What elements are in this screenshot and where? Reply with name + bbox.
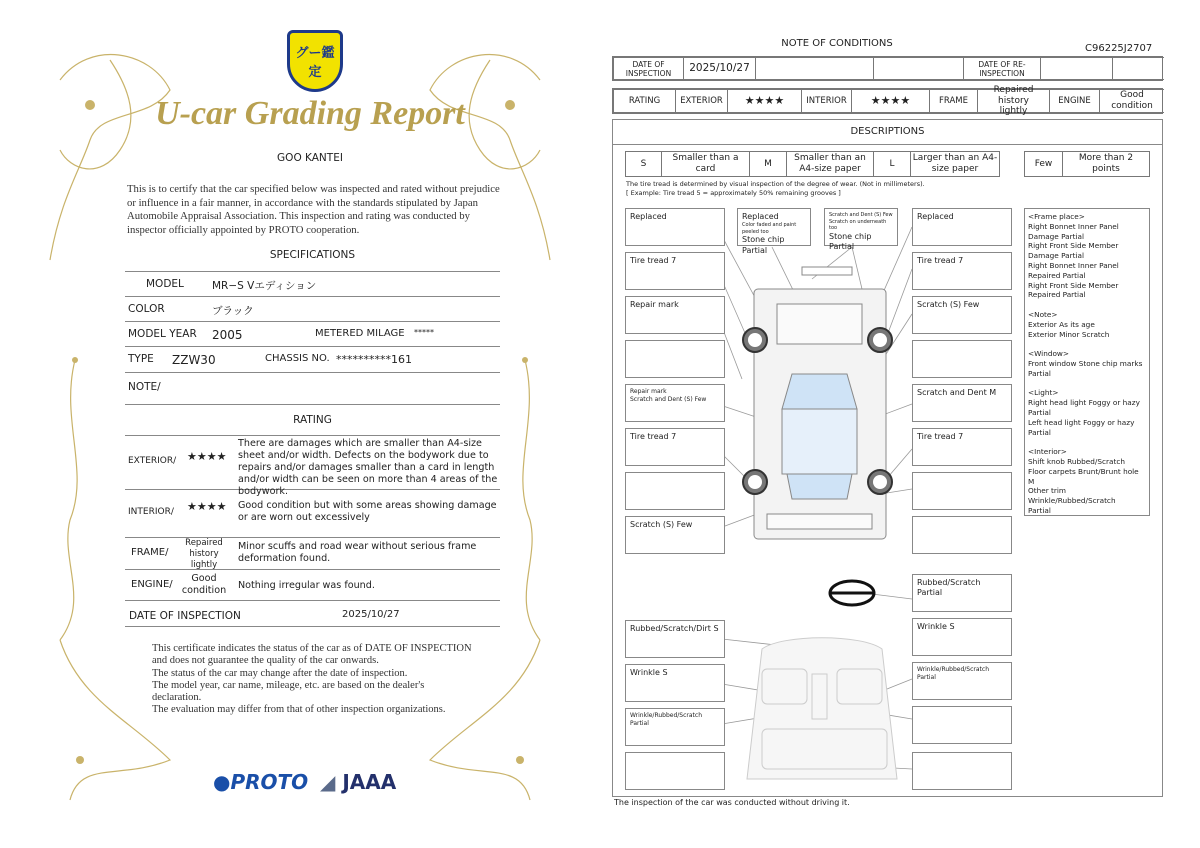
proto-logo-text: PROTO (230, 770, 309, 794)
legend-key: Few (1024, 151, 1062, 177)
box-main: Replaced (742, 212, 779, 221)
conditions-title: NOTE OF CONDITIONS (781, 38, 893, 49)
interior-label: INTERIOR/ (128, 507, 174, 517)
left-condition-box: Repair mark (625, 296, 725, 334)
type-label: TYPE (128, 353, 154, 365)
legend-key: L (873, 151, 910, 177)
right-condition-box: Scratch and Dent M (912, 384, 1012, 422)
engine-label: ENGINE (1049, 89, 1099, 113)
type-value: ZZW30 (172, 353, 216, 367)
note-label: NOTE/ (128, 381, 161, 393)
empty-cell (755, 57, 873, 80)
model-label: MODEL (146, 278, 184, 290)
model-value: MR−S Vエディション (212, 280, 317, 292)
left-condition-box: Scratch (S) Few (625, 516, 725, 554)
date-of-reinspection-label: DATE OF RE-INSPECTION (963, 57, 1040, 80)
frame-label: FRAME (929, 89, 977, 113)
interior-left-box: Rubbed/Scratch/Dirt S (625, 620, 725, 658)
right-condition-box (912, 516, 1012, 554)
intro-text: This is to certify that the car specified below was inspected and rated without prejudice or influence in a fair manner, in accordance with the standards stipulated by Japan Automobile Appraisal Association. This inspection and rating was conducted by inspector officially appointed by PROTO cooperation. (127, 183, 500, 236)
box-detail: Color faded and paint peeled too (742, 222, 798, 235)
interior-right-box: Wrinkle/Rubbed/Scratch Partial (912, 662, 1012, 700)
exterior-label: EXTERIOR/ (128, 456, 177, 466)
interior-right-box: Rubbed/Scratch Partial (912, 574, 1012, 612)
engine-label: ENGINE/ (131, 579, 173, 590)
interior-description: Good condition but with some areas showing damage or are worn out excessively (238, 500, 497, 523)
rating-row (612, 84, 1163, 117)
engine-value: Good condition (181, 573, 227, 596)
right-condition-box (912, 472, 1012, 510)
disclaimer-line: The evaluation may differ from that of other inspection organizations. (152, 704, 446, 716)
model-year-value: 2005 (212, 328, 243, 342)
footer-note: The inspection of the car was conducted without driving it. (614, 798, 850, 807)
color-label: COLOR (128, 303, 165, 315)
engine-description: Nothing irregular was found. (238, 580, 375, 591)
interior-left-box: Wrinkle S (625, 664, 725, 702)
rating-label: RATING (613, 89, 675, 113)
report-title: U-car Grading Report (155, 95, 465, 132)
box-detail: Scratch and Dent (S) Few Scratch on underneath too (829, 212, 893, 231)
interior-label: INTERIOR (801, 89, 851, 113)
disclaimer (152, 643, 472, 717)
frame-label: FRAME/ (131, 547, 169, 558)
model-year-label: MODEL YEAR (128, 328, 197, 340)
goo-kantei-logo (287, 30, 343, 92)
inspection-date-row (612, 56, 1163, 81)
box-extra: Stone chip Partial (829, 231, 872, 251)
frame-value: Repaired history lightly (977, 89, 1049, 113)
frame-value: Repaired history lightly (185, 538, 223, 570)
jaaa-logo-text: JAAA (342, 770, 397, 794)
proto-logo: ●PROTO (213, 770, 309, 794)
left-condition-box: Tire tread 7 (625, 428, 725, 466)
interior-stars: ★★★★ (187, 500, 227, 513)
top-condition-box (824, 208, 898, 251)
legend-key: S (625, 151, 661, 177)
legend-value: More than 2 points (1062, 151, 1150, 177)
logo-text: グー鑑定 (295, 46, 335, 80)
legend-value: Smaller than an A4-size paper (786, 151, 873, 177)
disclaimer-line: The status of the car may change after the date of inspection. (152, 667, 408, 679)
interior-right-box: Wrinkle S (912, 618, 1012, 656)
interior-right-box (912, 706, 1012, 744)
left-condition-box: Repair mark Scratch and Dent (S) Few (625, 384, 725, 422)
right-condition-box: Replaced (912, 208, 1012, 246)
date-of-inspection-value: 2025/10/27 (342, 609, 400, 620)
interior-left-box (625, 752, 725, 790)
tire-example-line: [ Example: Tire tread 5 = approximately 50% remaining grooves ] (626, 189, 841, 197)
report-code: C96225J2707 (1085, 43, 1153, 54)
tire-note-line: The tire tread is determined by visual inspection of the degree of wear. (Not in millimeters). (626, 180, 925, 188)
rating-title: RATING (293, 414, 332, 426)
right-condition-box: Tire tread 7 (912, 252, 1012, 290)
exterior-stars: ★★★★ (187, 450, 227, 463)
left-condition-box (625, 472, 725, 510)
top-condition-box (737, 208, 811, 255)
exterior-stars: ★★★★ (727, 89, 801, 113)
interior-stars: ★★★★ (851, 89, 929, 113)
report-subtitle: GOO KANTEI (277, 152, 343, 164)
legend-key: M (749, 151, 786, 177)
legend-value: Smaller than a card (661, 151, 749, 177)
interior-left-box: Wrinkle/Rubbed/Scratch Partial (625, 708, 725, 746)
reinspection-value (1040, 57, 1112, 80)
right-condition-box: Scratch (S) Few (912, 296, 1012, 334)
exterior-label: EXTERIOR (675, 89, 727, 113)
specs-title: SPECIFICATIONS (269, 249, 356, 261)
chassis-label: CHASSIS NO. (265, 353, 330, 364)
date-of-inspection-value: 2025/10/27 (683, 57, 755, 80)
right-condition-box (912, 340, 1012, 378)
chassis-value: **********161 (336, 353, 412, 366)
notes-list: <Frame place> Right Bonnet Inner Panel Damage Partial Right Front Side Member Damage Partial Right Bonnet Inner Panel Repaired Partial Right Front Side Member Repaired Partial <Note> Exterior As its age Exterior Minor Scratch <Window> Front window Stone chip marks Partial <Light> Right head light Foggy or hazy Partial Left head light Foggy or hazy Partial <Interior> Shift knob Rubbed/Scratch Floor carpets Brunt/Brunt hole M Other trim Wrinkle/Rubbed/Scratch Partial (1024, 208, 1150, 516)
color-value: ブラック (212, 305, 254, 317)
frame-description: Minor scuffs and road wear without serious frame deformation found. (238, 541, 477, 564)
empty-cell (1112, 57, 1164, 80)
box-extra: Stone chip Partial (742, 235, 785, 255)
disclaimer-line: This certificate indicates the status of the car as of DATE OF INSPECTION and does not guarantee the quality of the car onwards. (152, 643, 472, 667)
exterior-description: There are damages which are smaller than A4-size sheet and/or width. Defects on the bodywork due to repairs and/or damages smaller than a card in length and/or width can be seen on more than 4 areas of the bodywork. (238, 438, 498, 497)
empty-cell (873, 57, 963, 80)
right-condition-box: Tire tread 7 (912, 428, 1012, 466)
left-condition-box: Tire tread 7 (625, 252, 725, 290)
left-condition-box: Replaced (625, 208, 725, 246)
mileage-value: ***** (414, 328, 434, 337)
date-of-inspection-label: DATE OF INSPECTION (613, 57, 683, 80)
left-condition-box (625, 340, 725, 378)
legend-value: Larger than an A4-size paper (910, 151, 1000, 177)
engine-value: Good condition (1099, 89, 1164, 113)
date-of-inspection-label: DATE OF INSPECTION (129, 610, 241, 622)
descriptions-title: DESCRIPTIONS (612, 119, 1163, 145)
interior-right-box (912, 752, 1012, 790)
jaaa-logo: ◢ JAAA (320, 770, 397, 794)
mileage-label: METERED MILAGE (315, 328, 405, 339)
disclaimer-line: The model year, car name, mileage, etc. are based on the dealer's declaration. (152, 679, 425, 704)
